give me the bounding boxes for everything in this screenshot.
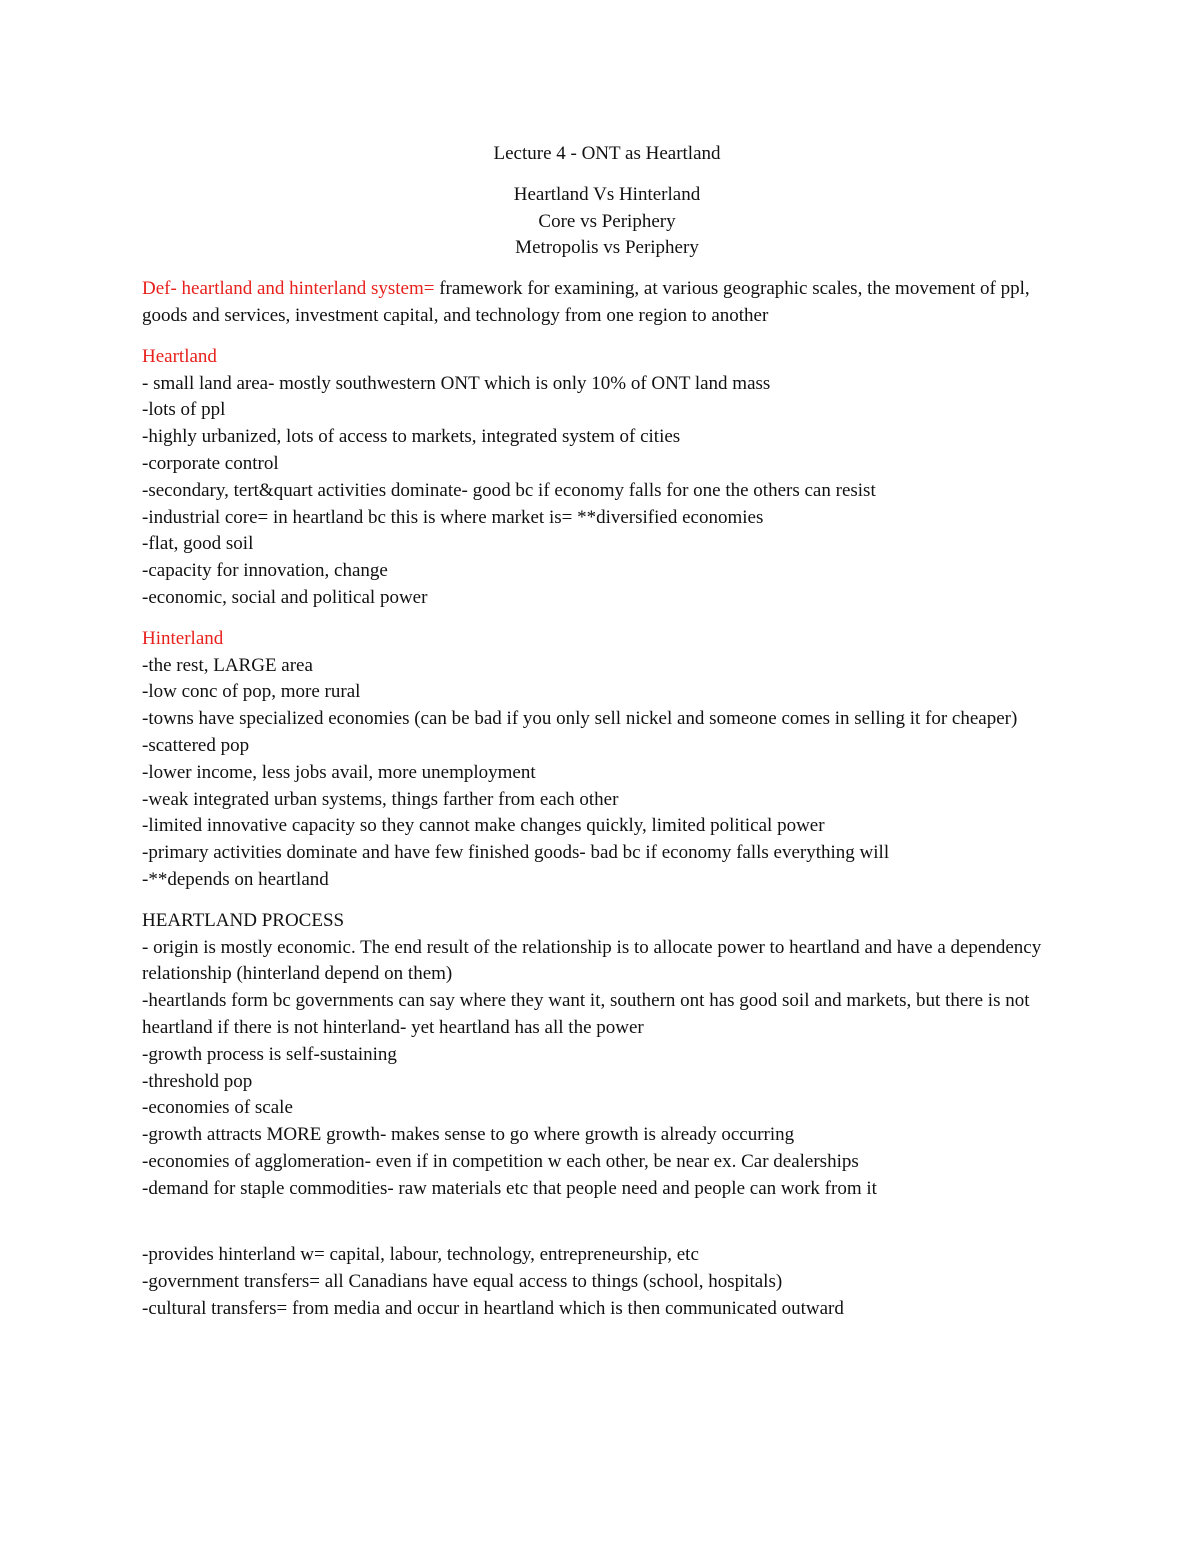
subtitle-line: Core vs Periphery — [538, 210, 676, 232]
list-item: -towns have specialized economies (can be bad if you only sell nickel and someone comes in selling it for cheaper) — [142, 708, 1018, 730]
title-text: Lecture 4 - ONT as Heartland — [493, 143, 721, 164]
list-item: -low conc of pop, more rural — [142, 681, 361, 703]
list-item: -**depends on heartland — [142, 868, 329, 890]
blank-gap — [142, 1202, 1072, 1242]
list-item: -capacity for innovation, change — [142, 560, 388, 582]
list-item: -corporate control — [142, 452, 279, 474]
list-item: -economies of agglomeration- even if in competition w each other, be near ex. Car dealerships — [142, 1150, 859, 1172]
list-item: -scattered pop — [142, 734, 250, 756]
list-item: -government transfers= all Canadians have equal access to things (school, hospitals) — [142, 1271, 783, 1293]
list-item: -limited innovative capacity so they cannot make changes quickly, limited political power — [142, 815, 825, 837]
list-item: -cultural transfers= from media and occur in heartland which is then communicated outward — [142, 1298, 844, 1320]
heartland-heading: Heartland — [142, 345, 217, 367]
heartland-section — [142, 344, 1072, 612]
list-item: - origin is mostly economic. The end result of the relationship is to allocate power to heartland and have a dependency relationship (hinterland depend on them) — [142, 936, 1046, 985]
list-item: -industrial core= in heartland bc this is where market is= **diversified economies — [142, 506, 764, 528]
process-heading: HEARTLAND PROCESS — [142, 909, 345, 931]
document-body — [142, 141, 1072, 1323]
subtitle-block — [142, 182, 1072, 262]
definition-label: Def- heartland and hinterland system= — [142, 278, 435, 300]
list-item: -weak integrated urban systems, things farther from each other — [142, 788, 619, 810]
list-item: -primary activities dominate and have few finished goods- bad bc if economy falls everything will — [142, 842, 890, 864]
list-item: -growth process is self-sustaining — [142, 1043, 397, 1065]
list-item: -the rest, LARGE area — [142, 654, 313, 676]
list-item: -flat, good soil — [142, 533, 254, 555]
list-item: -growth attracts MORE growth- makes sense to go where growth is already occurring — [142, 1124, 795, 1146]
list-item: -lower income, less jobs avail, more unemployment — [142, 761, 536, 783]
list-item: -secondary, tert&quart activities dominate- good bc if economy falls for one the others can resist — [142, 479, 876, 501]
list-item: -lots of ppl — [142, 399, 226, 421]
list-item: -highly urbanized, lots of access to markets, integrated system of cities — [142, 426, 681, 448]
list-item: -heartlands form bc governments can say where they want it, southern ont has good soil and markets, but there is not heartland if there is not hinterland- yet heartland has all the power — [142, 990, 1035, 1038]
hinterland-heading: Hinterland — [142, 627, 224, 649]
list-item: -economic, social and political power — [142, 586, 428, 608]
heartland-process-section — [142, 908, 1072, 1323]
list-item: - small land area- mostly southwestern ONT which is only 10% of ONT land mass — [142, 372, 771, 394]
document-title — [142, 141, 1072, 168]
definition-paragraph — [142, 276, 1072, 330]
subtitle-line: Metropolis vs Periphery — [515, 237, 699, 259]
list-item: -demand for staple commodities- raw materials etc that people need and people can work from it — [142, 1177, 877, 1199]
list-item: -economies of scale — [142, 1097, 293, 1119]
subtitle-line: Heartland Vs Hinterland — [513, 183, 701, 205]
hinterland-section — [142, 626, 1072, 894]
list-item: -threshold pop — [142, 1070, 253, 1092]
list-item: -provides hinterland w= capital, labour, technology, entrepreneurship, etc — [142, 1244, 699, 1266]
definition-text: framework for examining, at various geographic scales, the movement of ppl, goods and services, investment capital, and technology from one region to another — [142, 278, 1030, 326]
